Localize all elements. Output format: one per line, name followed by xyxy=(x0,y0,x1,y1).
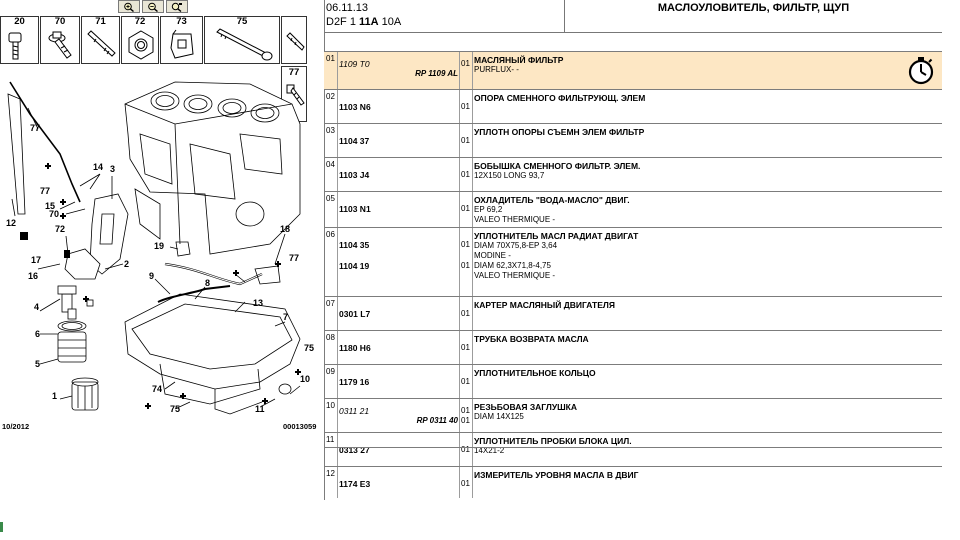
part-quantity: 01 xyxy=(461,102,470,111)
part-row[interactable] xyxy=(324,432,942,466)
column-divider xyxy=(459,365,460,398)
part-reference: 0313 27 xyxy=(339,445,370,455)
column-divider xyxy=(337,297,338,330)
part-reference: 1180 H6 xyxy=(339,343,371,353)
part-row[interactable] xyxy=(324,296,942,330)
part-detail: PURFLUX- - xyxy=(474,65,519,74)
column-divider xyxy=(337,90,338,123)
thumbnail-label: 75 xyxy=(236,16,248,27)
part-name: УПЛОТН ОПОРЫ СЪЕМН ЭЛЕМ ФИЛЬТР xyxy=(474,127,645,137)
column-divider xyxy=(472,399,473,432)
column-divider xyxy=(472,124,473,157)
thumbnail-pin[interactable] xyxy=(281,16,307,64)
part-label: 75 xyxy=(304,343,315,353)
thumbnail-label: 20 xyxy=(14,16,25,27)
part-quantity: 01 xyxy=(461,406,470,415)
vehicle-code xyxy=(326,16,401,28)
thumbnail-73[interactable] xyxy=(160,16,203,64)
part-label: 74 xyxy=(152,384,163,394)
search-key-icon[interactable] xyxy=(166,0,188,13)
part-reference: 0301 L7 xyxy=(339,309,371,319)
part-detail: DIAM 14X125 xyxy=(474,412,524,421)
long-bolt-icon xyxy=(207,28,279,62)
part-label: 77 xyxy=(289,253,300,263)
part-reference: 1103 N6 xyxy=(339,102,371,112)
column-divider xyxy=(459,433,460,466)
part-name: УПЛОТНИТЕЛЬНОЕ КОЛЬЦО xyxy=(474,368,596,378)
part-quantity-alt: 01 xyxy=(461,416,470,425)
part-row[interactable] xyxy=(324,364,942,398)
column-divider xyxy=(337,365,338,398)
part-detail: 14X21-2 xyxy=(474,446,505,455)
pin-icon xyxy=(284,28,306,62)
code-prefix: D2F 1 xyxy=(326,16,356,28)
column-divider xyxy=(459,297,460,330)
part-label: 18 xyxy=(280,224,291,234)
part-label: 17 xyxy=(31,255,42,265)
replacement-reference: RP 0311 40 xyxy=(416,416,458,425)
part-label: 9 xyxy=(149,271,155,281)
header-info xyxy=(324,0,564,32)
column-divider xyxy=(337,124,338,157)
part-row[interactable] xyxy=(324,398,942,432)
part-row[interactable] xyxy=(324,157,942,191)
thumbnail-70[interactable] xyxy=(40,16,80,64)
diagram-number: 00013059 xyxy=(283,422,317,431)
part-quantity-alt: 01 xyxy=(461,261,470,270)
part-number: 04 xyxy=(326,160,335,169)
part-number: 09 xyxy=(326,367,335,376)
code-group: 11A xyxy=(359,16,379,28)
part-name: УПЛОТНИТЕЛЬ МАСЛ РАДИАТ ДВИГАТ xyxy=(474,231,639,241)
part-number: 10 xyxy=(326,401,335,410)
thumbnail-71[interactable] xyxy=(81,16,120,64)
part-label: 3 xyxy=(110,164,116,174)
thumbnail-label: 70 xyxy=(54,16,66,27)
part-row[interactable] xyxy=(324,227,942,296)
nut-icon xyxy=(124,28,158,62)
thumbnail-75[interactable] xyxy=(204,16,280,64)
column-divider xyxy=(472,158,473,191)
part-number: 07 xyxy=(326,299,335,308)
column-divider xyxy=(459,90,460,123)
column-divider xyxy=(459,228,460,296)
part-label: 77 xyxy=(40,186,51,196)
part-quantity: 01 xyxy=(461,59,470,68)
status-indicator xyxy=(0,522,3,532)
parts-list-panel xyxy=(324,0,942,500)
part-label: 1 xyxy=(52,391,58,401)
thumbnail-label: 77 xyxy=(288,67,300,78)
part-label: 15 xyxy=(45,201,56,211)
flange-bolt-icon xyxy=(43,28,79,62)
part-detail: EP 69,2 xyxy=(474,205,503,214)
exploded-view-drawing xyxy=(0,64,323,432)
part-quantity: 01 xyxy=(461,240,470,249)
column-divider xyxy=(472,467,473,498)
part-name: МАСЛЯНЫЙ ФИЛЬТР xyxy=(474,55,564,65)
part-name: БОБЫШКА СМЕННОГО ФИЛЬТР. ЭЛЕМ. xyxy=(474,161,641,171)
fastener-thumbnail-strip xyxy=(0,16,307,64)
part-label: 11 xyxy=(255,404,265,414)
part-reference: 1104 35 xyxy=(339,240,370,250)
part-name: КАРТЕР МАСЛЯНЫЙ ДВИГАТЕЛЯ xyxy=(474,300,615,310)
column-divider xyxy=(459,331,460,364)
part-label: 16 xyxy=(28,271,39,281)
column-divider xyxy=(459,52,460,89)
part-label: 10 xyxy=(300,374,311,384)
part-number: 05 xyxy=(326,194,335,203)
part-label: 19 xyxy=(154,241,165,251)
part-detail: VALEO THERMIQUE - xyxy=(474,215,556,224)
column-divider xyxy=(337,158,338,191)
part-reference: 1103 J4 xyxy=(339,170,370,180)
part-label: 72 xyxy=(55,224,66,234)
part-detail: MODINE - xyxy=(474,251,511,260)
bolt-icon xyxy=(3,28,38,62)
column-divider xyxy=(472,365,473,398)
part-quantity: 01 xyxy=(461,170,470,179)
part-number: 11 xyxy=(326,435,335,444)
thumbnail-72[interactable] xyxy=(121,16,159,64)
part-quantity: 01 xyxy=(461,136,470,145)
diagram-date: 10/2012 xyxy=(2,422,30,431)
part-number: 02 xyxy=(326,92,335,101)
part-name: ИЗМЕРИТЕЛЬ УРОВНЯ МАСЛА В ДВИГ xyxy=(474,470,639,480)
part-quantity: 01 xyxy=(461,309,470,318)
column-divider xyxy=(337,228,338,296)
part-name: ТРУБКА ВОЗВРАТА МАСЛА xyxy=(474,334,589,344)
stud-icon xyxy=(84,28,119,62)
part-label: 5 xyxy=(35,359,41,369)
part-label: 4 xyxy=(34,302,40,312)
column-divider xyxy=(459,192,460,227)
part-name: РЕЗЬБОВАЯ ЗАГЛУШКА xyxy=(474,402,578,412)
header-divider xyxy=(324,32,942,33)
part-row[interactable] xyxy=(324,191,942,227)
part-number: 03 xyxy=(326,126,335,135)
thumbnail-20[interactable] xyxy=(0,16,39,64)
part-quantity: 01 xyxy=(461,343,470,352)
part-number: 06 xyxy=(326,230,335,239)
column-divider xyxy=(337,52,338,89)
column-divider xyxy=(472,433,473,466)
part-label: 2 xyxy=(124,259,130,269)
part-label: 75 xyxy=(170,404,181,414)
clip-icon xyxy=(163,28,202,62)
stopwatch-icon[interactable] xyxy=(906,55,936,85)
part-number: 12 xyxy=(326,469,335,478)
page-title: МАСЛОУЛОВИТЕЛЬ, ФИЛЬТР, ЩУП xyxy=(564,0,942,32)
part-row[interactable] xyxy=(324,330,942,364)
part-quantity: 01 xyxy=(461,479,470,488)
part-reference-alt: 1104 19 xyxy=(339,261,370,271)
column-divider xyxy=(472,52,473,89)
diagram-toolbar xyxy=(118,0,188,13)
part-quantity: 01 xyxy=(461,204,470,213)
column-divider xyxy=(459,158,460,191)
column-divider xyxy=(337,467,338,498)
column-divider xyxy=(459,467,460,498)
column-divider xyxy=(337,433,338,466)
part-label: 13 xyxy=(253,298,264,308)
catalog-date: 06.11.13 xyxy=(326,2,369,14)
part-number: 08 xyxy=(326,333,335,342)
part-row[interactable] xyxy=(324,51,942,89)
zoom-out-icon[interactable] xyxy=(142,0,164,13)
thumbnail-label: 73 xyxy=(176,16,187,27)
part-label: 14 xyxy=(93,162,104,172)
part-name: УПЛОТНИТЕЛЬ ПРОБКИ БЛОКА ЦИЛ. xyxy=(474,436,632,446)
part-row[interactable] xyxy=(324,466,942,498)
part-label: 8 xyxy=(205,278,211,288)
part-name: ОХЛАДИТЕЛЬ "ВОДА-МАСЛО" ДВИГ. xyxy=(474,195,630,205)
column-divider xyxy=(337,399,338,432)
part-quantity: 01 xyxy=(461,377,470,386)
part-label: 12 xyxy=(6,218,17,228)
part-row[interactable] xyxy=(324,123,942,157)
thumbnail-label: 72 xyxy=(134,16,146,27)
column-divider xyxy=(459,399,460,432)
column-divider xyxy=(337,192,338,227)
part-label: 6 xyxy=(35,329,41,339)
column-divider xyxy=(472,192,473,227)
column-divider xyxy=(472,90,473,123)
part-reference: 1109 T0 xyxy=(339,59,370,69)
zoom-in-icon[interactable] xyxy=(118,0,140,13)
column-divider xyxy=(472,297,473,330)
thumbnail-label: 71 xyxy=(95,16,106,27)
part-reference: 1174 E3 xyxy=(339,479,371,489)
part-label: 77 xyxy=(30,123,41,133)
part-number: 01 xyxy=(326,54,335,63)
part-label: 7 xyxy=(283,312,289,322)
code-suffix: 10A xyxy=(381,16,402,28)
part-detail: VALEO THERMIQUE - xyxy=(474,271,556,280)
part-reference: 0311 21 xyxy=(339,406,370,416)
column-divider xyxy=(472,331,473,364)
part-name: ОПОРА СМЕННОГО ФИЛЬТРУЮЩ. ЭЛЕМ xyxy=(474,93,646,103)
part-detail: DIAM 62,3X71,8-4,75 xyxy=(474,261,551,270)
column-divider xyxy=(337,331,338,364)
column-divider xyxy=(459,124,460,157)
part-reference: 1103 N1 xyxy=(339,204,371,214)
part-detail: 12X150 LONG 93,7 xyxy=(474,171,545,180)
part-quantity: 01 xyxy=(461,445,470,454)
table-bottom-border xyxy=(324,447,942,448)
part-detail: DIAM 70X75,8-EP 3,64 xyxy=(474,241,558,250)
part-reference: 1179 16 xyxy=(339,377,370,387)
replacement-reference: RP 1109 AL xyxy=(415,69,458,78)
part-reference: 1104 37 xyxy=(339,136,370,146)
column-divider xyxy=(472,228,473,296)
part-row[interactable] xyxy=(324,89,942,123)
exploded-diagram-panel xyxy=(0,0,323,540)
part-label: 70 xyxy=(49,209,60,219)
